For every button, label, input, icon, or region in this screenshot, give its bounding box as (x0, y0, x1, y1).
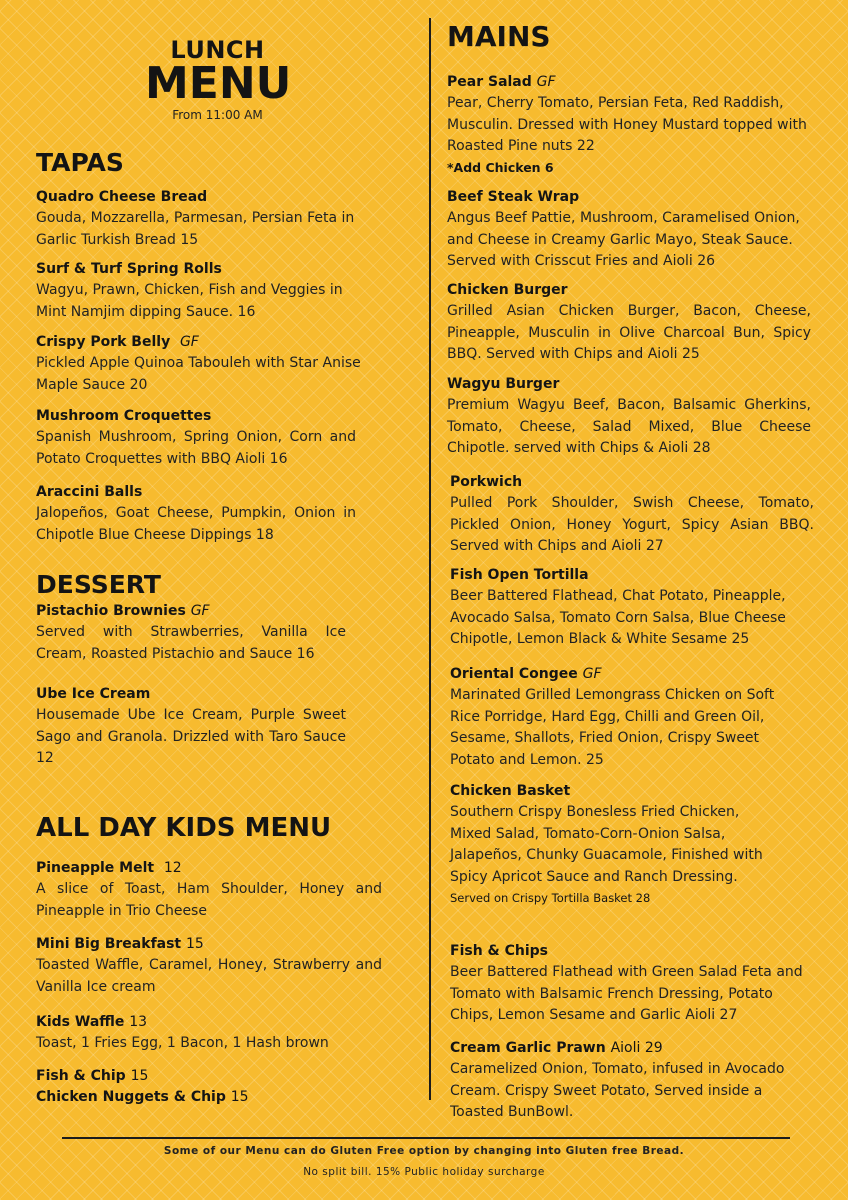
item-name-text: Crispy Pork Belly (36, 334, 171, 350)
menu-item (447, 72, 811, 178)
menu-item (36, 332, 386, 396)
item-price: 12 (163, 860, 182, 876)
item-description: Pulled Pork Shoulder, Swish Cheese, Tomato, Pickled Onion, Honey Yogurt, Spicy Asian BBQ. Served with Chips and Aioli 27 (450, 495, 814, 555)
footer-divider (62, 1137, 790, 1139)
menu-item (447, 280, 811, 366)
footer-surcharge-note: No split bill. 15% Public holiday surcharge (303, 1166, 545, 1178)
item-description: Marinated Grilled Lemongrass Chicken on Soft Rice Porridge, Hard Egg, Chilli and Green Oil, Sesame, Shallots, Fried Onion, Crispy Sweet Potato and Lemon. 25 (450, 687, 775, 768)
item-description: Pickled Apple Quinoa Tabouleh with Star Anise Maple Sauce 20 (36, 355, 361, 393)
item-description: Grilled Asian Chicken Burger, Bacon, Cheese, Pineapple, Musculin in Olive Charcoal Bun, Spicy BBQ. Served with Chips and Aioli 25 (447, 303, 811, 363)
item-description: Toast, 1 Fries Egg, 1 Bacon, 1 Hash brown (36, 1035, 329, 1051)
menu-item (36, 684, 346, 770)
item-name (36, 1012, 382, 1033)
menu-item (36, 406, 356, 470)
title-menu: MENU (145, 58, 292, 109)
section-heading-kids: ALL DAY KIDS MENU (36, 813, 332, 843)
item-name (36, 858, 382, 879)
item-description: Gouda, Mozzarella, Parmesan, Persian Feta in Garlic Turkish Bread 15 (36, 210, 355, 248)
item-description: Wagyu, Prawn, Chicken, Fish and Veggies in Mint Namjim dipping Sauce. 16 (36, 282, 343, 320)
menu-item (447, 374, 811, 460)
item-name-text: Pear Salad (447, 74, 532, 90)
item-description: Jalopeños, Goat Cheese, Pumpkin, Onion in Chipotle Blue Cheese Dippings 18 (36, 505, 356, 543)
menu-item (36, 259, 386, 323)
item-name: Fish & Chip (36, 1068, 126, 1084)
menu-item (36, 934, 382, 998)
item-description: Beer Battered Flathead with Green Salad Feta and Tomato with Balsamic French Dressing, Potato Chips, Lemon Sesame and Garlic Aioli 27 (450, 964, 803, 1024)
item-description: Spanish Mushroom, Spring Onion, Corn and Potato Croquettes with BBQ Aioli 16 (36, 429, 356, 467)
menu-item (36, 1066, 148, 1087)
item-description: Served with Strawberries, Vanilla Ice Cream, Roasted Pistachio and Sauce 16 (36, 624, 346, 662)
item-description: Premium Wagyu Beef, Bacon, Balsamic Gherkins, Tomato, Cheese, Salad Mixed, Blue Cheese Chipotle. served with Chips & Aioli 28 (447, 397, 811, 457)
item-name-text: Cream Garlic Prawn (450, 1040, 606, 1056)
item-description: Caramelized Onion, Tomato, infused in Avocado Cream. Crispy Sweet Potato, Served inside a Toasted BunBowl. (450, 1061, 785, 1121)
item-name (450, 664, 800, 685)
item-name-text: Pistachio Brownies (36, 603, 186, 619)
menu-item (36, 1012, 382, 1055)
item-name: Beef Steak Wrap (447, 189, 580, 205)
item-name (36, 601, 346, 622)
item-name-text: Kids Waffle (36, 1014, 125, 1030)
item-description: Southern Crispy Bonesless Fried Chicken, Mixed Salad, Tomato-Corn-Onion Salsa, Jalapeños, Chunky Guacamole, Finished with Spicy Apricot Sauce and Ranch Dressing. (450, 804, 763, 885)
menu-item (447, 187, 813, 273)
menu-item (36, 482, 356, 546)
item-extra: Aioli 29 (610, 1040, 663, 1056)
item-name (36, 934, 382, 955)
item-price: 15 (230, 1089, 249, 1105)
menu-item (450, 941, 820, 1027)
title-lunch: LUNCH (170, 36, 265, 64)
section-heading-tapas: TAPAS (36, 148, 124, 177)
item-description: Pear, Cherry Tomato, Persian Feta, Red Raddish, Musculin. Dressed with Honey Mustard topped with Roasted Pine nuts 22 (447, 95, 807, 155)
item-price: 15 (186, 936, 204, 952)
item-name (450, 1038, 814, 1059)
section-heading-dessert: DESSERT (36, 570, 161, 599)
menu-item (450, 565, 816, 651)
item-description: Angus Beef Pattie, Mushroom, Caramelised Onion, and Cheese in Creamy Garlic Mayo, Steak Sauce. Served with Crisscut Fries and Aioli 26 (447, 210, 800, 270)
item-name: Quadro Cheese Bread (36, 189, 208, 205)
item-name: Surf & Turf Spring Rolls (36, 261, 222, 277)
item-name-text: Pineapple Melt (36, 860, 155, 876)
gf-tag: GF (582, 666, 602, 682)
item-name-text: Oriental Congee (450, 666, 578, 682)
title-subtitle: From 11:00 AM (172, 108, 263, 122)
item-name: Mushroom Croquettes (36, 408, 212, 424)
item-description: Toasted Waffle, Caramel, Honey, Strawberry and Vanilla Ice cream (36, 957, 382, 995)
item-description: Beer Battered Flathead, Chat Potato, Pineapple, Avocado Salsa, Tomato Corn Salsa, Blue Cheese Chipotle, Lemon Black & White Sesame 25 (450, 588, 786, 648)
column-divider (429, 18, 431, 1100)
item-name (447, 72, 811, 93)
item-name: Araccini Balls (36, 484, 143, 500)
item-note: *Add Chicken 6 (447, 159, 554, 175)
item-note: Served on Crispy Tortilla Basket 28 (450, 891, 651, 906)
menu-item (36, 601, 346, 665)
item-name: Wagyu Burger (447, 376, 560, 392)
footer-gluten-note: Some of our Menu can do Gluten Free option by changing into Gluten free Bread. (163, 1145, 685, 1157)
item-name: Fish & Chips (450, 943, 549, 959)
menu-item (450, 781, 770, 908)
gf-tag: GF (536, 74, 556, 90)
menu-item (450, 472, 814, 558)
item-name: Chicken Nuggets & Chip (36, 1089, 226, 1105)
section-heading-mains: MAINS (447, 20, 551, 53)
menu-item (450, 664, 800, 771)
menu-item (36, 187, 386, 251)
menu-title (145, 36, 290, 123)
item-name: Fish Open Tortilla (450, 567, 589, 583)
gf-tag: GF (190, 603, 210, 619)
item-name (36, 332, 386, 353)
item-name-text: Mini Big Breakfast (36, 936, 182, 952)
item-name: Porkwich (450, 474, 523, 490)
menu-item (36, 858, 382, 922)
menu-item (450, 1038, 814, 1124)
item-name: Chicken Basket (450, 783, 571, 799)
gf-tag: GF (179, 334, 199, 350)
menu-item (36, 1087, 249, 1108)
item-price: 15 (130, 1068, 149, 1084)
item-name: Chicken Burger (447, 282, 568, 298)
item-description: A slice of Toast, Ham Shoulder, Honey and Pineapple in Trio Cheese (36, 881, 382, 919)
item-description: Housemade Ube Ice Cream, Purple Sweet Sago and Granola. Drizzled with Taro Sauce 12 (36, 707, 346, 767)
item-price: 13 (129, 1014, 148, 1030)
item-name: Ube Ice Cream (36, 686, 151, 702)
